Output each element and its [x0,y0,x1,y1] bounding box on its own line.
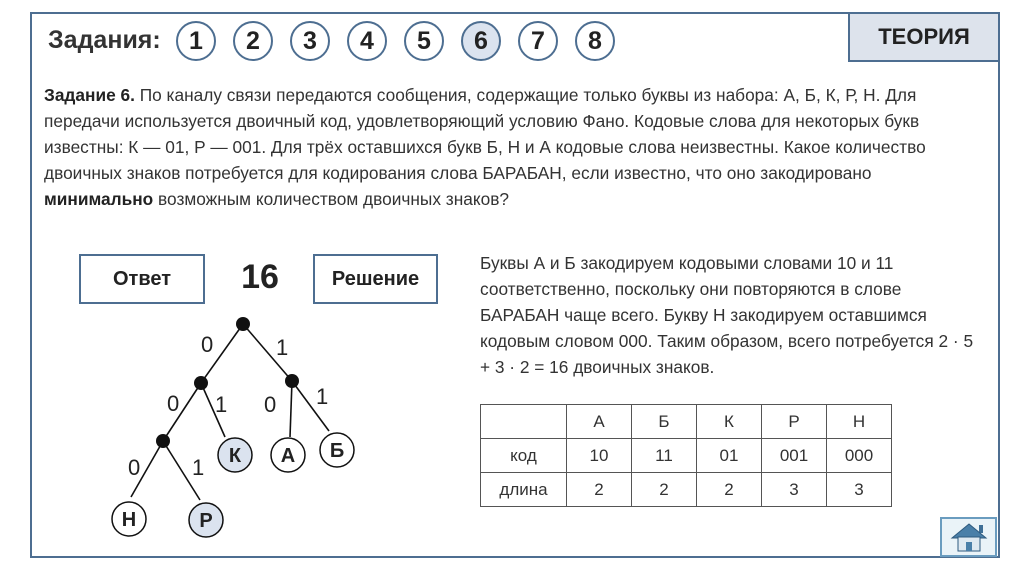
edge-label: 1 [316,384,329,409]
task-number-4[interactable]: 4 [347,21,387,61]
task-text-part1: По каналу связи передаются сообщения, содержащие только буквы из набора: А, Б, К, Р, Н. Для передачи используется двоичный код, удовлетворяющий условию Фано. Кодовые слова для некоторых букв известны: К — 01, Р — 001. Для трёх оставшихся букв Б, Н и А кодовые слова неизвестны. Какое количество двоичных знаков потребуется для кодирования слова БАРАБАН, если известно, что оно закодировано [44,85,926,183]
leaf-label: Б [329,440,345,462]
table-cell: К [697,405,762,439]
edge-label: 1 [192,455,205,480]
edge-label: 1 [215,392,228,417]
leaf-label: Р [199,510,213,532]
tree-node [194,376,208,390]
table-cell: 3 [762,473,827,507]
edge-label: 1 [276,335,289,360]
table-row [481,473,892,507]
tree-node [285,374,299,388]
table-cell: 3 [827,473,892,507]
leaf-label: А [280,445,296,467]
table-cell: 2 [567,473,632,507]
tree-node [156,434,170,448]
solution-text: Буквы А и Б закодируем кодовыми словами 10 и 11 соответственно, поскольку они повторяются в слове БАРАБАН чаще всего. Букву Н закодируем оставшимся кодовым словом 000. Таким образом, всего потребуется 2 · 5 + 3 · 2 = 16 двоичных знаков. [480,253,974,377]
task-title: Задание 6. [44,85,135,105]
task-number-3[interactable]: 3 [290,21,330,61]
task-number-1[interactable]: 1 [176,21,216,61]
code-table [480,404,892,507]
task-number-7[interactable]: 7 [518,21,558,61]
tasks-label: Задания: [48,26,161,54]
task-text-part2: возможным количеством двоичных знаков? [153,189,510,209]
table-cell: 001 [762,439,827,473]
table-cell: Р [762,405,827,439]
tree-node [236,317,250,331]
table-cell: 2 [697,473,762,507]
table-cell: 01 [697,439,762,473]
answer-value: 16 [241,258,279,296]
table-row [481,439,892,473]
task-number-6[interactable]: 6 [461,21,501,61]
table-cell: 2 [632,473,697,507]
tree-edge [290,381,292,437]
table-cell: длина [481,473,567,507]
edge-label: 0 [264,392,277,417]
table-cell [481,405,567,439]
edge-label: 0 [167,391,180,416]
leaf-label: Н [121,509,137,531]
table-cell: 10 [567,439,632,473]
table-cell: Н [827,405,892,439]
home-icon [949,521,989,553]
edge-label: 0 [128,455,141,480]
table-cell: 000 [827,439,892,473]
task-number-5[interactable]: 5 [404,21,444,61]
table-cell: 11 [632,439,697,473]
theory-button[interactable]: ТЕОРИЯ [848,12,1000,62]
home-button[interactable] [940,517,997,557]
task-number-2[interactable]: 2 [233,21,273,61]
solution-button[interactable]: Решение [313,254,438,304]
edge-label: 0 [201,332,214,357]
table-cell: код [481,439,567,473]
table-cell: А [567,405,632,439]
leaf-label: К [228,445,242,467]
answer-button[interactable]: Ответ [79,254,205,304]
table-header-row [481,405,892,439]
task-text-bold: минимально [44,189,154,209]
table-cell: Б [632,405,697,439]
task-number-8[interactable]: 8 [575,21,615,61]
